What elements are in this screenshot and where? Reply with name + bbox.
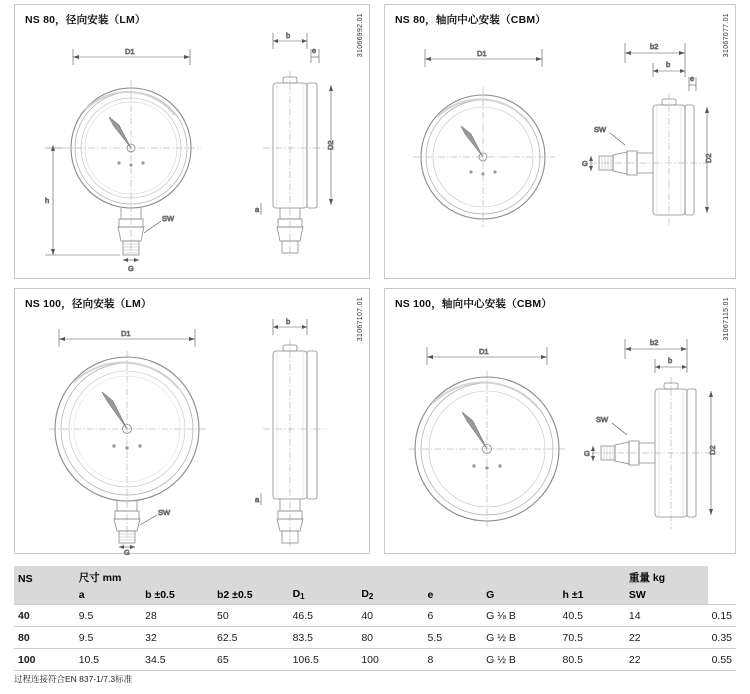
svg-text:D2: D2 [326, 140, 335, 150]
cell-h: 80.5 [559, 649, 625, 671]
svg-text:SW: SW [162, 214, 175, 223]
table-subheader-a: a [75, 585, 141, 605]
cell-a: 10.5 [75, 649, 141, 671]
cell-weight: 0.35 [708, 627, 736, 649]
svg-text:G: G [124, 548, 130, 555]
svg-text:D2: D2 [704, 153, 713, 163]
table-header-ns: NS [14, 566, 75, 585]
cell-ns: 80 [14, 627, 75, 649]
cell-g: G ⅛ B [482, 605, 558, 627]
figure-ns100-cbm [385, 289, 735, 553]
svg-text:D1: D1 [121, 329, 131, 338]
cell-weight: 0.15 [708, 605, 736, 627]
table-subheader-h: h ±1 [559, 585, 625, 605]
svg-text:SW: SW [596, 415, 609, 424]
cell-a: 9.5 [75, 627, 141, 649]
cell-b2: 62.5 [213, 627, 289, 649]
figure-ns80-lm [15, 5, 369, 278]
panel-ns80-lm [14, 4, 370, 279]
panel-drawing-code: 31067115.01 [723, 297, 730, 341]
cell-d1: 46.5 [289, 605, 358, 627]
svg-text:b: b [286, 317, 291, 326]
cell-b: 32 [141, 627, 213, 649]
svg-text:b2: b2 [650, 338, 659, 347]
svg-text:D1: D1 [477, 49, 487, 58]
table-subheader-d1: $D_1$ [289, 585, 358, 605]
table-header-weight: 重量 kg [625, 566, 708, 585]
svg-text:e: e [690, 74, 695, 83]
table-subheader-b2: b2 ±0.5 [213, 585, 289, 605]
cell-g: G ½ B [482, 649, 558, 671]
panel-title: NS 100，径向安装（LM） [25, 298, 152, 310]
table-subheader-e: e [424, 585, 483, 605]
table-subheader-b: b ±0.5 [141, 585, 213, 605]
table-footnote: 过程连接符合EN 837-1/7.3标准 [14, 674, 133, 684]
cell-e: 8 [424, 649, 483, 671]
cell-a: 9.5 [75, 605, 141, 627]
panel-drawing-code: 31067077.01 [723, 13, 730, 58]
cell-h: 40.5 [559, 605, 625, 627]
panel-drawing-code: 31067107.01 [357, 297, 364, 342]
cell-sw: 14 [625, 605, 708, 627]
table-subheader-blank [14, 585, 75, 605]
table-subheader-sw: SW [625, 585, 708, 605]
svg-text:b: b [286, 31, 291, 40]
panel-drawing-code: 31066992.01 [357, 13, 364, 58]
cell-d1: 106.5 [289, 649, 358, 671]
panel-title: NS 80，径向安装（LM） [25, 14, 146, 26]
cell-weight: 0.55 [708, 649, 736, 671]
cell-b2: 50 [213, 605, 289, 627]
svg-text:SW: SW [158, 508, 171, 517]
cell-d2: 40 [357, 605, 423, 627]
dimensions-table [14, 566, 736, 671]
cell-b2: 65 [213, 649, 289, 671]
cell-e: 6 [424, 605, 483, 627]
panel-title: NS 80，轴向中心安装（CBM） [395, 14, 546, 26]
cell-ns: 40 [14, 605, 75, 627]
svg-text:b2: b2 [650, 42, 659, 51]
figure-ns80-cbm [385, 5, 735, 278]
cell-d1: 83.5 [289, 627, 358, 649]
panel-title: NS 100，轴向中心安装（CBM） [395, 298, 553, 310]
table-header-dimensions: 尺寸 mm [75, 566, 625, 585]
svg-text:G: G [584, 449, 590, 458]
svg-text:h: h [45, 196, 50, 205]
svg-text:a: a [255, 495, 260, 504]
table-row [14, 649, 736, 671]
svg-text:a: a [255, 205, 260, 214]
cell-e: 5.5 [424, 627, 483, 649]
svg-text:D1: D1 [125, 47, 135, 56]
svg-text:D1: D1 [479, 347, 489, 356]
cell-d2: 80 [357, 627, 423, 649]
panel-ns100-cbm [384, 288, 736, 554]
table-body [14, 605, 736, 671]
table-subheader-d2: $D_2$ [357, 585, 423, 605]
cell-d2: 100 [357, 649, 423, 671]
table-subheader-g: G [482, 585, 558, 605]
svg-text:SW: SW [594, 125, 607, 134]
figure-ns100-lm [15, 289, 369, 553]
svg-text:b: b [668, 356, 673, 365]
svg-text:D2: D2 [708, 445, 717, 455]
panel-ns80-cbm [384, 4, 736, 279]
table-row [14, 605, 736, 627]
cell-h: 70.5 [559, 627, 625, 649]
cell-b: 34.5 [141, 649, 213, 671]
table-row [14, 627, 736, 649]
svg-text:b: b [666, 60, 671, 69]
cell-sw: 22 [625, 649, 708, 671]
panel-ns100-lm [14, 288, 370, 554]
svg-text:G: G [582, 159, 588, 168]
cell-g: G ½ B [482, 627, 558, 649]
svg-text:e: e [312, 46, 317, 55]
cell-ns: 100 [14, 649, 75, 671]
svg-text:G: G [128, 264, 134, 273]
cell-sw: 22 [625, 627, 708, 649]
cell-b: 28 [141, 605, 213, 627]
